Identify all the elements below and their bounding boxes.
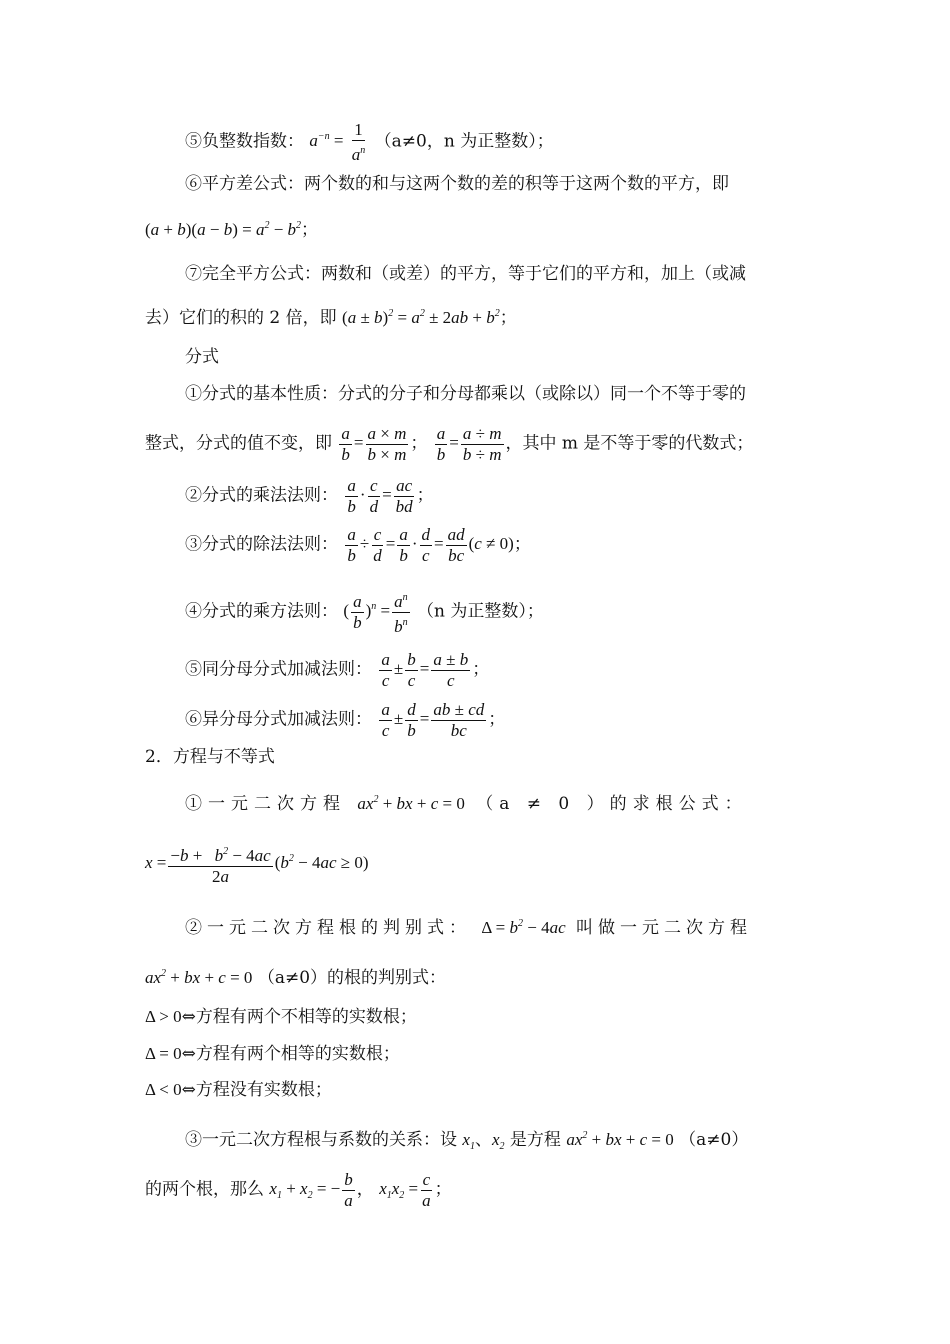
section-heading-fractions: 分式 bbox=[185, 347, 219, 367]
fraction-property-formula-line: 整式，分式的值不变，即 $\frac{a}{b}$ = $\frac{a \times m}{b \times m}$ ； $\frac{a}{b}$ = $\frac{a \div m}{b \div m}$ ，其中 m 是不等于零的代数式； bbox=[145, 424, 754, 464]
discriminant-positive-line: Δ > 0⇔方程有两个不相等的实数根； bbox=[145, 1007, 417, 1027]
different-denominator-line: ⑥异分母分式加减法则： $\frac{a}{c}$ ± $\frac{d}{b}$ = $\frac{ab \pm cd}{bc}$ ； bbox=[185, 700, 506, 740]
difference-of-squares-line: ⑥平方差公式：两个数的和与这两个数的差的积等于这两个数的平方，即 bbox=[185, 174, 729, 194]
negative-exponent-line: ⑤负整数指数： $a^{-n}$ = $\frac{1}{a^n}$ （a≠0，n 为正整数）； bbox=[185, 120, 554, 164]
difference-of-squares-formula: $(a + b)(a - b) = a^2 - b^2$； bbox=[145, 220, 319, 240]
formula-negative-exponent: $a^{-n}$ = $\frac{1}{a^n}$ bbox=[309, 120, 366, 164]
same-denominator-line: ⑤同分母分式加减法则： $\frac{a}{c}$ ± $\frac{b}{c}$ = $\frac{a \pm b}{c}$ ； bbox=[185, 650, 490, 690]
discriminant-definition-line: $ax^2$ + bx + c = 0 （a≠0）的根的判别式： bbox=[145, 968, 447, 988]
fraction-division-line: ③分式的除法法则： $\frac{a}{b}$ ÷ $\frac{c}{d}$ = $\frac{a}{b}$ · $\frac{d}{c}$ = $\frac{ad}{bc}$ (c ≠ 0)； bbox=[185, 525, 531, 565]
vieta-formula-line: 的两个根，那么 $x_1 + x_2$ = − $\frac{b}{a}$ ， $x_1x_2$ = $\frac{c}{a}$ ； bbox=[145, 1170, 452, 1210]
discriminant-negative-line: Δ < 0⇔方程没有实数根； bbox=[145, 1080, 332, 1100]
fraction-power-line: ④分式的乘方法则： ( $\frac{a}{b}$ )$^n$ = $\frac{a^n}{b^n}$ （n 为正整数）； bbox=[185, 588, 544, 637]
quadratic-root-formula-line: ①一元二次方程 $ax^2$ + bx + c = 0 （a ≠ 0 ）的求根公式： bbox=[185, 794, 748, 814]
fraction-multiplication-line: ②分式的乘法法则： $\frac{a}{b}$ · $\frac{c}{d}$ = $\frac{ac}{bd}$ ； bbox=[185, 476, 434, 516]
perfect-square-line: ⑦完全平方公式：两数和（或差）的平方，等于它们的平方和，加上（或减 bbox=[185, 264, 746, 284]
fraction-basic-property-line: ①分式的基本性质：分式的分子和分母都乘以（或除以）同一个不等于零的 bbox=[185, 384, 746, 404]
vieta-line: ③一元二次方程根与系数的关系：设 $x_1$、$x_2$ 是方程 $ax^2$ + bx + c = 0 （a≠0） bbox=[185, 1130, 749, 1152]
discriminant-zero-line: Δ = 0⇔方程有两个相等的实数根； bbox=[145, 1044, 400, 1064]
discriminant-line: ②一元二次方程根的判别式： $\Delta = b^2 - 4ac$ 叫做一元二次方程 bbox=[185, 918, 753, 938]
perfect-square-formula-line: 去）它们的积的 2 倍，即 $(a \pm b)^2 = a^2 \pm 2ab + b^2$； bbox=[145, 308, 517, 328]
quadratic-formula: x = $\frac{-b + b^2 - 4ac}{2a}$ $(b^2 - 4ac \ge 0)$ bbox=[145, 842, 369, 887]
section-heading-equations: 2．方程与不等式 bbox=[145, 747, 275, 767]
